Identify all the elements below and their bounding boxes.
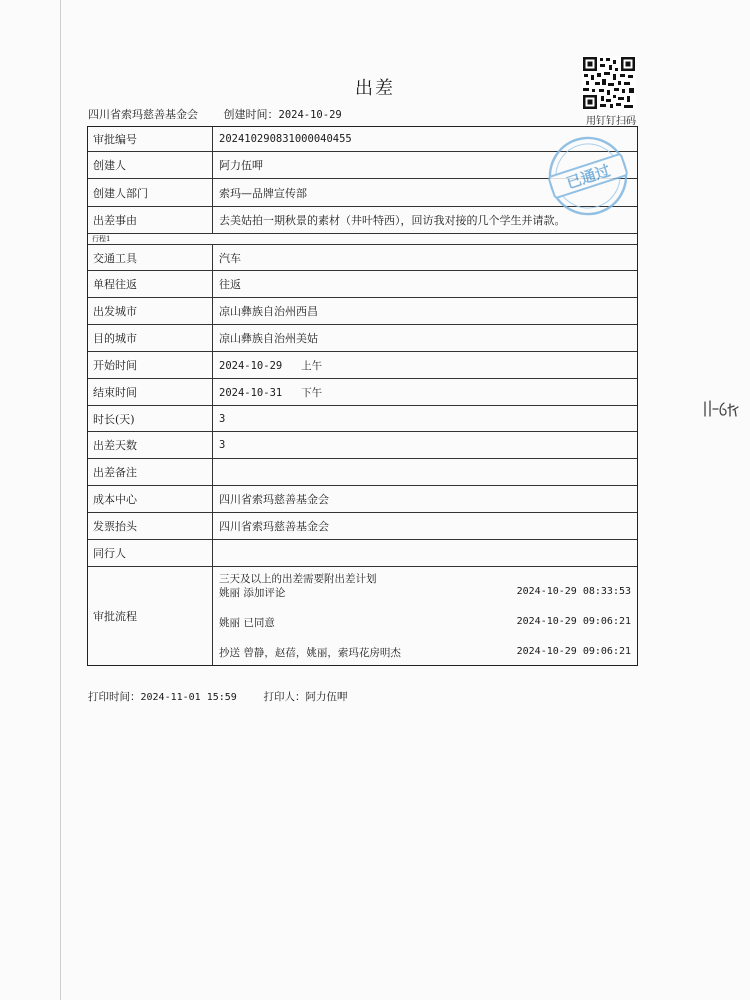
field-label: 交通工具 [88,245,213,270]
approval-entry-time: 2024-10-29 09:06:21 [516,616,631,627]
field-value: 汽车 [219,251,241,265]
field-value: 去美姑拍一期秋景的素材（井叶特西），回访我对接的几个学生并请款。 [219,214,566,227]
field-row-end-time [88,378,637,405]
field-value: 四川省索玛慈善基金会 [219,520,329,533]
print-time-label: 打印时间： [88,691,141,703]
stamp-text: 已通过 [564,161,613,193]
field-row-trip-days [88,431,637,458]
field-value: 2024-10-31 下午 [219,386,323,399]
field-label: 出发城市 [88,298,213,324]
field-value: 四川省索玛慈善基金会 [219,493,329,506]
approval-entry-note: 三天及以上的出差需要附出差计划 [219,573,377,585]
qr-code-icon [582,56,636,110]
field-row-departure-city [88,297,637,324]
field-label: 审批流程 [88,567,213,665]
field-row-approval-flow [88,566,637,665]
field-value: 3 [219,439,226,451]
approval-entry-action: 姚丽 已同意 [219,617,275,629]
field-value: 凉山彝族自治州美姑 [219,332,318,345]
printer-value: 阿力伍呷 [305,691,348,703]
field-value [213,459,637,485]
field-label: 发票抬头 [88,513,213,539]
document-title: 出差 [355,78,395,99]
organization-name: 四川省索玛慈善基金会 [88,108,198,121]
field-row-trip-type [88,270,637,297]
field-value: 往返 [219,278,241,291]
field-label: 结束时间 [88,379,213,405]
field-value: 索玛—品牌宣传部 [219,186,307,200]
field-row-destination-city [88,324,637,351]
approval-flow [213,567,637,665]
field-row-companions [88,539,637,566]
print-time-value: 2024-11-01 15:59 [140,692,237,703]
field-row-invoice-title [88,512,637,539]
trip-section-label: 行程1 [88,233,637,244]
approval-entry-action: 姚丽 添加评论 [219,587,286,599]
created-value: 2024-10-29 [278,109,342,121]
scan-edge [60,0,61,1000]
handwritten-note-icon [702,398,742,420]
field-row-duration [88,405,637,431]
field-value: 阿力伍呷 [219,159,263,172]
created-label: 创建时间： [223,108,279,121]
field-label: 审批编号 [88,127,213,151]
field-label: 创建人部门 [88,179,213,206]
field-row-start-time [88,351,637,378]
approval-entry-time: 2024-10-29 09:06:21 [516,646,631,657]
field-label: 时长(天) [88,406,213,431]
field-label: 出差事由 [88,207,213,233]
field-row-transport [88,244,637,270]
field-label: 开始时间 [88,352,213,378]
printer-label: 打印人： [263,691,306,703]
field-row-trip-notes [88,458,637,485]
field-label: 出差天数 [88,432,213,458]
approval-entry-action: 抄送 曾静，赵蓓，姚丽，索玛花房明杰 [219,647,401,659]
field-label: 成本中心 [88,486,213,512]
field-value [213,540,637,566]
field-value: 202410290831000040455 [219,133,352,145]
field-row-cost-center [88,485,637,512]
field-value: 凉山彝族自治州西昌 [219,305,318,318]
print-footer [88,689,348,704]
approval-entry-time: 2024-10-29 08:33:53 [516,586,631,597]
field-label: 出差备注 [88,459,213,485]
field-label: 目的城市 [88,325,213,351]
field-label: 同行人 [88,540,213,566]
created-time [224,108,342,121]
field-value: 2024-10-29 上午 [219,359,323,372]
field-label: 单程往返 [88,271,213,297]
qr-scan-label: 用钉钉扫码 [586,116,636,127]
field-label: 创建人 [88,152,213,178]
field-value: 3 [219,412,226,425]
approved-stamp-icon [540,128,636,224]
header-row [88,106,364,122]
